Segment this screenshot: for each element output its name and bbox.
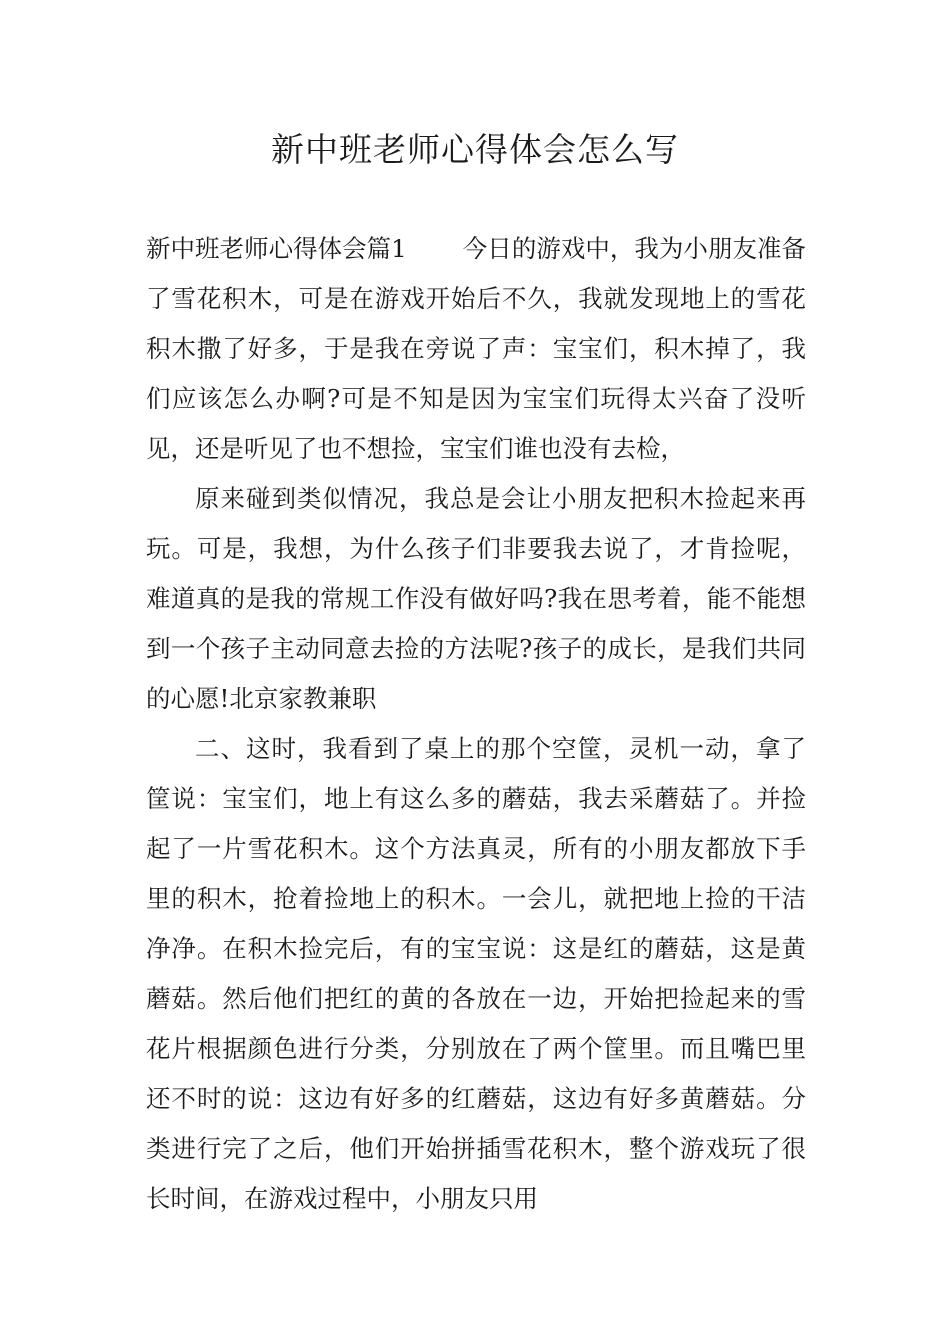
paragraph-1-text: 今日的游戏中，我为小朋友准备了雪花积木，可是在游戏开始后不久，我就发现地上的雪花积木撒了好多，于是我在旁说了声：宝宝们，积木掉了，我们应该怎么办啊?可是不知是因为宝宝们玩得太兴奋了没听见，还是听见了也不想捡，宝宝们谁也没有去检， [146, 234, 807, 463]
document-title: 新中班老师心得体会怎么写 [271, 130, 679, 169]
paragraph-2: 原来碰到类似情况，我总是会让小朋友把积木捡起来再玩。可是，我想，为什么孩子们非要我去说了，才肯捡呢，难道真的是我的常规工作没有做好吗?我在思考着，能不能想到一个孩子主动同意去捡的方法呢?孩子的成长，是我们共同的心愿!北京家教兼职 [146, 484, 806, 713]
paragraph-1 [146, 224, 806, 474]
paragraph-3: 二、这时，我看到了桌上的那个空筐，灵机一动，拿了筐说：宝宝们，地上有这么多的蘑菇，我去采蘑菇了。并捡起了一片雪花积木。这个方法真灵，所有的小朋友都放下手里的积木，抢着捡地上的积木。一会儿，就把地上捡的干洁净净。在积木捡完后，有的宝宝说：这是红的蘑菇，这是黄蘑菇。然后他们把红的黄的各放在一边，开始把捡起来的雪花片根据颜色进行分类，分别放在了两个筐里。而且嘴巴里还不时的说：这边有好多的红蘑菇，这边有好多黄蘑菇。分类进行完了之后，他们开始拼插雪花积木，整个游戏玩了很长时间，在游戏过程中，小朋友只用 [146, 734, 806, 1213]
section-heading: 新中班老师心得体会篇1 [146, 234, 407, 263]
document-body [146, 224, 806, 1224]
